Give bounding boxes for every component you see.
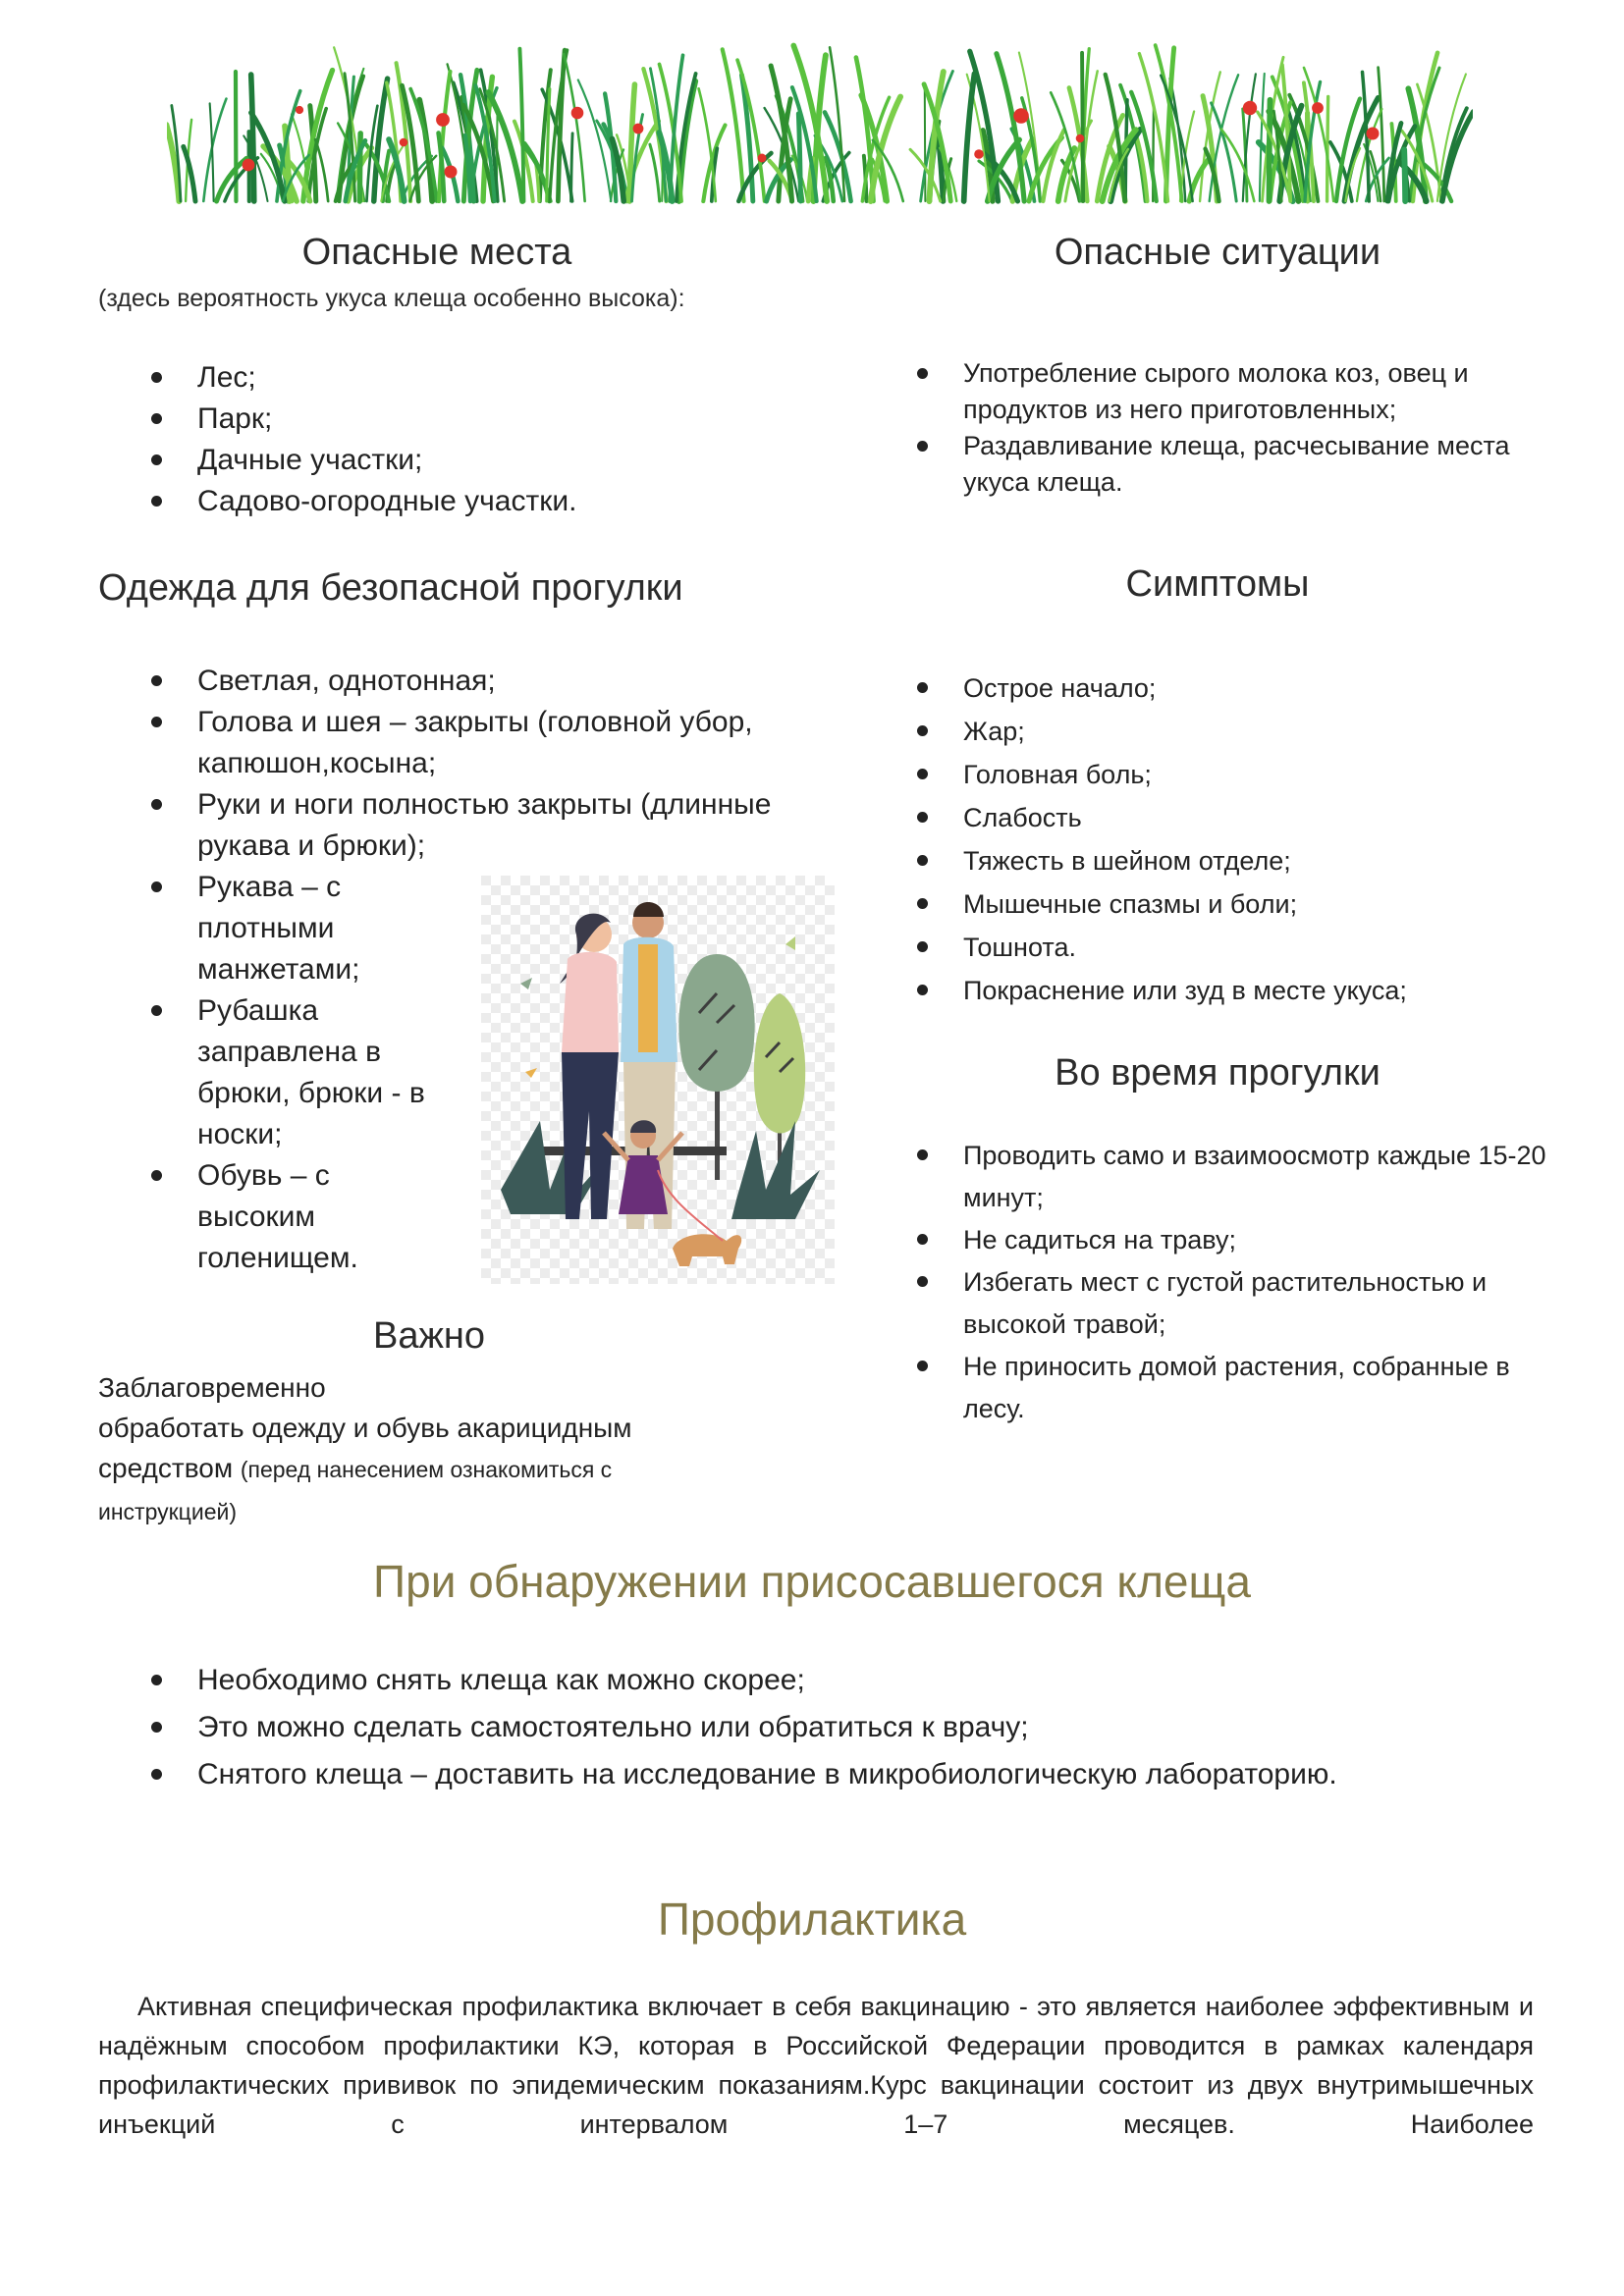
dangerous-situations-title: Опасные ситуации: [1054, 232, 1381, 273]
flower-dot: [1312, 102, 1324, 114]
prevention-paragraph: Активная специфическая профилактика включает в себя вакцинацию - это является наиболее эффективным и надёжным способом профилактики КЭ, которая в Российской Федерации проводится в рамках календаря профилактических прививок по эпидемическим показаниям.Курс вакцинации состоит из двух внутримышечных инъекций с интервалом 1–7 месяцев. Наиболее: [98, 1992, 1534, 2139]
grass-blade: [359, 133, 360, 201]
flower-dot: [1367, 128, 1380, 140]
list-item: Не садиться на траву;: [864, 1219, 1551, 1261]
grass-blade: [564, 54, 584, 201]
list-item: Дачные участки;: [98, 440, 776, 481]
important-note: (перед нанесением ознакомиться с инструкцией): [98, 1457, 613, 1524]
during-walk-list: [864, 1135, 1551, 1430]
grass-blade: [1221, 129, 1255, 201]
grass-blade: [925, 84, 926, 201]
flower-dot: [436, 113, 450, 127]
dangerous-places-title: Опасные места: [301, 232, 572, 273]
found-tick-title: При обнаружении присосавшегося клеща: [373, 1556, 1251, 1607]
flower-dot: [571, 107, 584, 120]
grass-banner-illustration: [167, 39, 1473, 211]
important-line-3: [98, 1448, 727, 1532]
important-text: [98, 1367, 727, 1532]
found-tick-list: [98, 1657, 1532, 1798]
grass-blade: [798, 114, 800, 201]
list-item: Тяжесть в шейном отделе;: [864, 839, 1542, 882]
list-item: Употребление сырого молока коз, овец и продуктов из него приготовленных;: [864, 355, 1546, 428]
flower-dot: [296, 106, 303, 114]
flower-dot: [243, 159, 255, 172]
list-item: Рубашка заправлена в брюки, брюки - в носки;: [98, 990, 452, 1155]
list-item: Обувь – с высоким голенищем.: [98, 1155, 452, 1279]
list-item: Покраснение или зуд в месте укуса;: [864, 969, 1542, 1012]
clothing-title: Одежда для безопасной прогулки: [98, 567, 683, 609]
symptoms-list: [864, 667, 1542, 1012]
list-item: Проводить само и взаимоосмотр каждые 15-20 минут;: [864, 1135, 1551, 1219]
grass-blade: [251, 75, 254, 201]
flower-dot: [633, 124, 644, 134]
grass-blade: [1082, 53, 1083, 201]
dangerous-situations-list: [864, 355, 1546, 501]
flower-dot: [1243, 101, 1257, 115]
important-line-1: Заблаговременно: [98, 1372, 326, 1403]
symptoms-title: Симптомы: [1125, 563, 1310, 605]
important-line-3-main: средством: [98, 1453, 234, 1483]
flower-dot: [1076, 134, 1085, 143]
list-item: Голова и шея – закрыты (головной убор, капюшон,косына;: [98, 702, 795, 784]
dangerous-places-subtitle: (здесь вероятность укуса клеща особенно высока):: [98, 285, 685, 312]
dangerous-places-list: [98, 357, 776, 522]
list-item: Не приносить домой растения, собранные в лесу.: [864, 1346, 1551, 1430]
list-item: Это можно сделать самостоятельно или обратиться к врачу;: [98, 1704, 1532, 1751]
family-walk-illustration: [481, 876, 835, 1284]
prevention-title: Профилактика: [657, 1894, 967, 1945]
grass-blade: [964, 74, 975, 201]
grass-blade: [1404, 149, 1405, 201]
important-title: Важно: [373, 1315, 486, 1357]
flower-dot: [1013, 108, 1029, 124]
list-item: Острое начало;: [864, 667, 1542, 710]
important-line-2: обработать одежду и обувь акарицидным: [98, 1413, 632, 1443]
list-item: Снятого клеща – доставить на исследование в микробиологическую лабораторию.: [98, 1751, 1532, 1798]
flower-dot: [758, 154, 767, 163]
flower-dot: [400, 138, 408, 147]
list-item: Мышечные спазмы и боли;: [864, 882, 1542, 926]
list-item: Слабость: [864, 796, 1542, 839]
list-item: Лес;: [98, 357, 776, 399]
list-item: Жар;: [864, 710, 1542, 753]
during-walk-title: Во время прогулки: [1055, 1052, 1380, 1094]
list-item: Тошнота.: [864, 926, 1542, 969]
list-item: Садово-огородные участки.: [98, 481, 776, 522]
list-item: Рукава – с плотными манжетами;: [98, 867, 452, 990]
grass-blade: [1269, 100, 1270, 201]
clothing-list-narrow: [98, 867, 452, 1279]
flower-dot: [445, 166, 458, 179]
grass-blade: [650, 144, 660, 201]
list-item: Светлая, однотонная;: [98, 661, 795, 702]
list-item: Необходимо снять клеща как можно скорее;: [98, 1657, 1532, 1704]
list-item: Избегать мест с густой растительностью и высокой травой;: [864, 1261, 1551, 1346]
list-item: Раздавливание клеща, расчесывание места укуса клеща.: [864, 428, 1546, 501]
list-item: Руки и ноги полностью закрыты (длинные рукава и брюки);: [98, 784, 795, 867]
clothing-list: [98, 661, 795, 867]
list-item: Головная боль;: [864, 753, 1542, 796]
grass-blade: [217, 158, 247, 201]
list-item: Парк;: [98, 399, 776, 440]
flower-dot: [974, 149, 984, 159]
